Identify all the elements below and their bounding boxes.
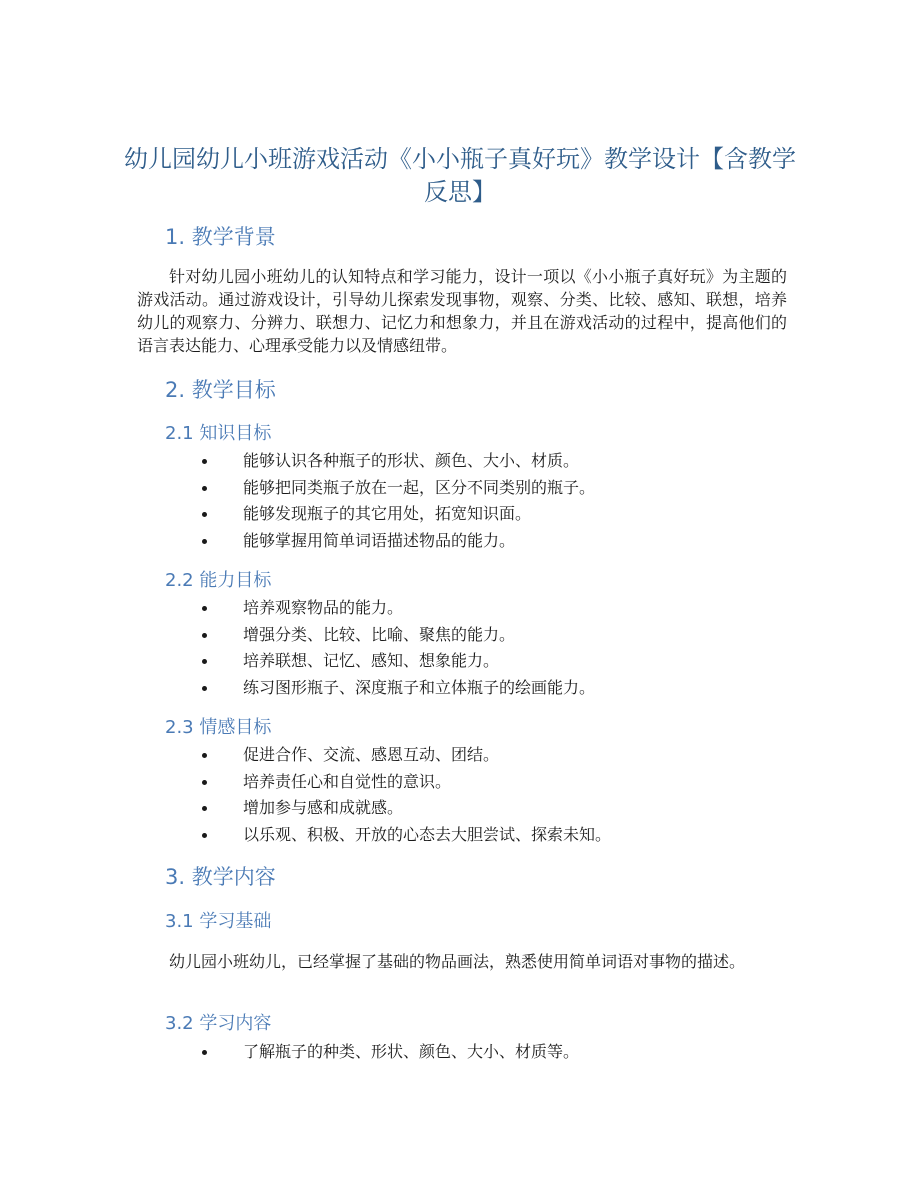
list-item: 促进合作、交流、感恩互动、团结。 bbox=[0, 742, 611, 769]
section-heading-teaching-background: 1. 教学背景 bbox=[165, 225, 276, 249]
bullet-icon bbox=[202, 539, 207, 544]
bullet-icon bbox=[202, 606, 207, 611]
subsection-heading-ability-goals: 2.2 能力目标 bbox=[165, 570, 272, 591]
list-item: 能够掌握用简单词语描述物品的能力。 bbox=[0, 528, 595, 555]
bullet-icon bbox=[202, 780, 207, 785]
subsection-heading-learning-foundation: 3.1 学习基础 bbox=[165, 911, 272, 932]
emotional-goals-list bbox=[0, 742, 611, 848]
learning-content-list bbox=[0, 1039, 579, 1066]
subsection-heading-emotional-goals: 2.3 情感目标 bbox=[165, 717, 272, 738]
list-item: 培养责任心和自觉性的意识。 bbox=[0, 769, 611, 796]
list-item: 能够把同类瓶子放在一起，区分不同类别的瓶子。 bbox=[0, 475, 595, 502]
bullet-icon bbox=[202, 486, 207, 491]
bullet-icon bbox=[202, 753, 207, 758]
section-heading-teaching-content: 3. 教学内容 bbox=[165, 865, 276, 889]
list-item: 能够发现瓶子的其它用处，拓宽知识面。 bbox=[0, 501, 595, 528]
list-item: 增强分类、比较、比喻、聚焦的能力。 bbox=[0, 622, 595, 649]
learning-foundation-paragraph: 幼儿园小班幼儿，已经掌握了基础的物品画法，熟悉使用简单词语对事物的描述。 bbox=[169, 952, 746, 971]
list-item: 能够认识各种瓶子的形状、颜色、大小、材质。 bbox=[0, 448, 595, 475]
bullet-icon bbox=[202, 806, 207, 811]
list-item: 培养观察物品的能力。 bbox=[0, 595, 595, 622]
section-heading-teaching-goals: 2. 教学目标 bbox=[165, 378, 276, 402]
list-item: 了解瓶子的种类、形状、颜色、大小、材质等。 bbox=[0, 1039, 579, 1066]
knowledge-goals-list bbox=[0, 448, 595, 554]
bullet-icon bbox=[202, 459, 207, 464]
list-item: 练习图形瓶子、深度瓶子和立体瓶子的绘画能力。 bbox=[0, 675, 595, 702]
bullet-icon bbox=[202, 686, 207, 691]
bullet-icon bbox=[202, 633, 207, 638]
bullet-icon bbox=[202, 833, 207, 838]
section-paragraph-teaching-background: 针对幼儿园小班幼儿的认知特点和学习能力，设计一项以《小小瓶子真好玩》为主题的游戏活动。通过游戏设计，引导幼儿探索发现事物，观察、分类、比较、感知、联想，培养幼儿的观察力、分辨力、联想力、记忆力和想象力，并且在游戏活动的过程中，提高他们的语言表达能力、心理承受能力以及情感纽带。 bbox=[137, 267, 787, 355]
list-item: 以乐观、积极、开放的心态去大胆尝试、探索未知。 bbox=[0, 822, 611, 849]
list-item: 增加参与感和成就感。 bbox=[0, 795, 611, 822]
ability-goals-list bbox=[0, 595, 595, 701]
bullet-icon bbox=[202, 1050, 207, 1055]
list-item: 培养联想、记忆、感知、想象能力。 bbox=[0, 648, 595, 675]
bullet-icon bbox=[202, 512, 207, 517]
subsection-heading-learning-content: 3.2 学习内容 bbox=[165, 1013, 272, 1034]
bullet-icon bbox=[202, 659, 207, 664]
document-title: 幼儿园幼儿小班游戏活动《小小瓶子真好玩》教学设计【含教学反思】 bbox=[124, 145, 796, 206]
subsection-heading-knowledge-goals: 2.1 知识目标 bbox=[165, 423, 272, 444]
